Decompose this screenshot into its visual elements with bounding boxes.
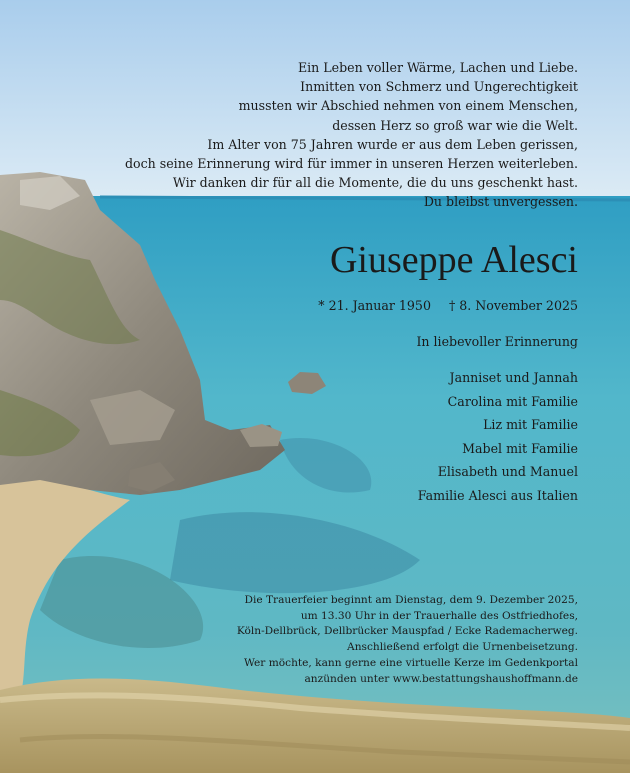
- funeral-service-info: [158, 593, 578, 687]
- poem-line: doch seine Erinnerung wird für immer in unseren Herzen weiterleben.: [124, 156, 578, 172]
- service-line: um 13.30 Uhr in der Trauerhalle des Ostfriedhofes,: [300, 609, 578, 622]
- memory-line: In liebevoller Erinnerung: [416, 334, 578, 349]
- deceased-name: Giuseppe Alesci: [329, 239, 578, 281]
- life-dates: [318, 297, 578, 315]
- death-date: † 8. November 2025: [448, 298, 578, 313]
- mourner-entry: Elisabeth und Manuel: [437, 464, 578, 480]
- mourner-entry: Mabel mit Familie: [462, 440, 578, 456]
- memorial-poem: [58, 58, 578, 212]
- mourner-entry: Familie Alesci aus Italien: [417, 487, 578, 503]
- mourner-entry: Carolina mit Familie: [447, 393, 578, 409]
- service-line: Köln-Dellbrück, Dellbrücker Mauspfad / Ecke Rademacherweg.: [236, 625, 578, 638]
- poem-line: mussten wir Abschied nehmen von einem Menschen,: [238, 98, 578, 114]
- mourner-entry: Janniset und Jannah: [449, 370, 578, 385]
- mourners-list: [418, 366, 578, 508]
- poem-line: Inmitten von Schmerz und Ungerechtigkeit: [300, 79, 578, 95]
- service-line: anzünden unter www.bestattungshaushoffmann.de: [304, 672, 578, 685]
- birth-date: * 21. Januar 1950: [318, 298, 431, 313]
- poem-line: Ein Leben voller Wärme, Lachen und Liebe.: [297, 60, 578, 75]
- poem-line: Wir danken dir für all die Momente, die du uns geschenkt hast.: [172, 175, 578, 191]
- mourner-entry: Liz mit Familie: [483, 417, 578, 433]
- poem-line: dessen Herz so groß war wie die Welt.: [332, 117, 578, 133]
- service-line: Anschließend erfolgt die Urnenbeisetzung.: [347, 641, 578, 654]
- service-line: Die Trauerfeier beginnt am Dienstag, dem 9. Dezember 2025,: [244, 594, 578, 606]
- poem-line: Du bleibst unvergessen.: [423, 194, 578, 210]
- poem-line: Im Alter von 75 Jahren wurde er aus dem Leben gerissen,: [207, 136, 578, 152]
- service-line: Wer möchte, kann gerne eine virtuelle Kerze im Gedenkportal: [244, 656, 578, 669]
